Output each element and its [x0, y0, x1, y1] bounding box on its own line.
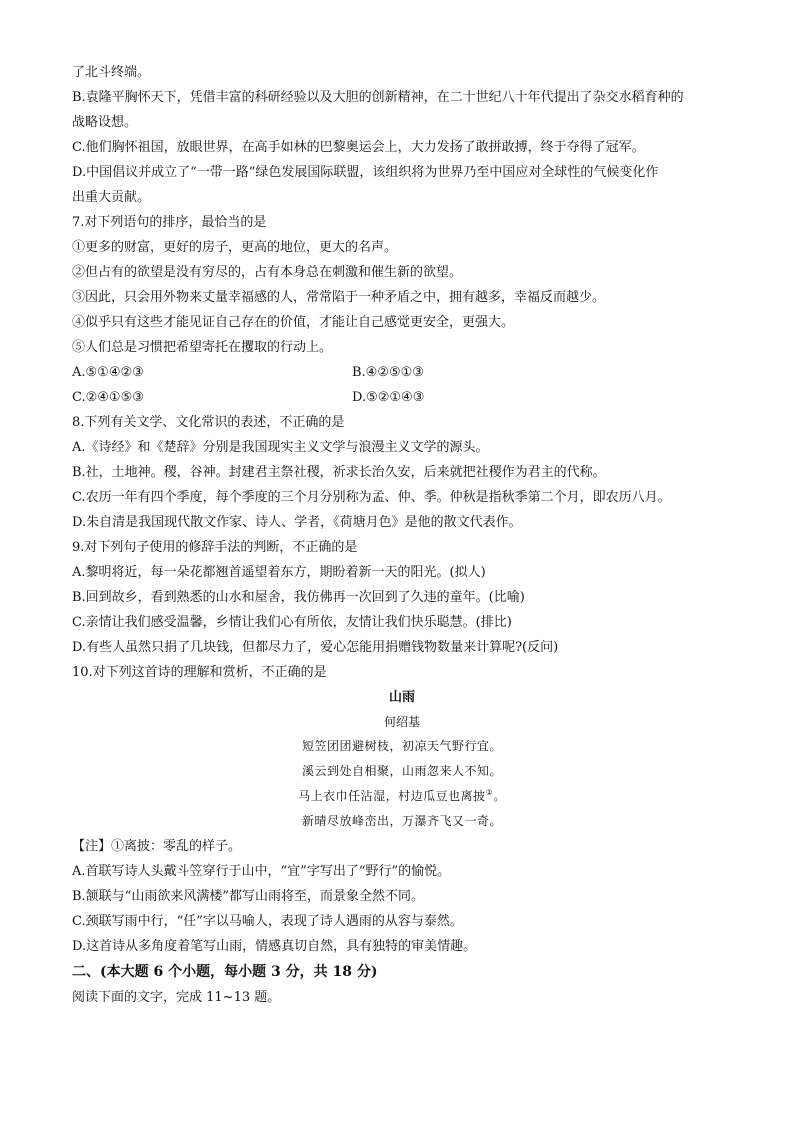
q6-option-b-line1: B.袁隆平胸怀天下，凭借丰富的科研经验以及大胆的创新精神，在二十世纪八十年代提出了杂交水稻育种的: [72, 90, 684, 105]
section-heading: 二、(本大题 6 个小题，每小题 3 分，共 18 分): [72, 964, 378, 980]
poem-title: 山雨: [388, 690, 415, 705]
q7-options-row-1: [72, 360, 732, 385]
q10-option-b: B.颔联与“山雨欲来风满楼”都写山雨将至，而景象全然不同。: [72, 889, 424, 904]
footnote-marker: ①: [485, 788, 494, 797]
poem-line-2: 溪云到处自相聚，山雨忽来人不知。: [301, 764, 502, 778]
q8-option-a: A.《诗经》和《楚辞》分别是我国现实主义文学与浪漫主义文学的源头。: [72, 440, 489, 455]
poem-line-1: 短笠团团避树枝，初凉天气野行宜。: [301, 739, 502, 753]
q6-option-c: C.他们胸怀祖国，放眼世界，在高手如林的巴黎奥运会上，大力发扬了敢拼敢搏，终于夺得了冠军。: [72, 140, 645, 155]
q10-option-a: A.首联写诗人头戴斗笠穿行于山中，“宜”字写出了“野行”的愉悦。: [72, 864, 451, 879]
q7-option-a: A.⑤①④②③: [72, 365, 144, 380]
q9-option-d: D.有些人虽然只捐了几块钱，但都尽力了，爱心怎能用捐赠钱物数量来计算呢?(反问): [72, 640, 559, 655]
q7-sentence-5: ⑤人们总是习惯把希望寄托在攫取的行动上。: [72, 340, 333, 355]
q9-option-b: B.回到故乡，看到熟悉的山水和屋舍，我仿佛再一次回到了久违的童年。(比喻): [72, 590, 525, 605]
q9-option-c: C.亲情让我们感受温馨，乡情让我们心有所依，友情让我们快乐聪慧。(排比): [72, 615, 512, 630]
q7-sentence-4: ④似乎只有这些才能见证自己存在的价值，才能让自己感觉更安全，更强大。: [72, 315, 515, 330]
q10-option-c: C.颈联写雨中行，“任”字以马喻人，表现了诗人遇雨的从容与泰然。: [72, 914, 463, 929]
q7-sentence-3: ③因此，只会用外物来丈量幸福感的人，常常陷于一种矛盾之中，拥有越多，幸福反而越少。: [72, 290, 606, 305]
q7-options-row-2: [72, 385, 732, 410]
q6-option-b-line2: 战略设想。: [72, 115, 138, 130]
q8-option-d: D.朱自清是我国现代散文作家、诗人、学者，《荷塘月色》是他的散文代表作。: [72, 515, 522, 530]
q10-stem: 10.对下列这首诗的理解和赏析，不正确的是: [72, 665, 327, 680]
q6-option-d-line1: D.中国倡议并成立了“一带一路”绿色发展国际联盟，该组织将为世界乃至中国应对全球性的气候变化作: [72, 165, 659, 180]
q10-option-d: D.这首诗从多角度着笔写山雨，情感真切自然，具有独特的审美情趣。: [72, 939, 477, 954]
q7-sentence-2: ②但占有的欲望是没有穷尽的，占有本身总在刺激和催生新的欲望。: [72, 265, 463, 280]
q7-option-c: C.②④①⑤③: [72, 390, 144, 405]
q7-option-b: B.④②⑤①③: [352, 365, 424, 380]
q7-sentence-1: ①更多的财富，更好的房子，更高的地位，更大的名声。: [72, 240, 398, 255]
poem-line-3-text: 马上衣巾任沾湿，村边瓜豆也离披: [298, 789, 486, 803]
reading-intro: 阅读下面的文字，完成 11~13 题。: [72, 990, 281, 1005]
q8-option-b: B.社，土地神。稷，谷神。封建君主祭社稷，祈求长治久安，后来就把社稷作为君主的代称。: [72, 465, 606, 480]
poem-author: 何绍基: [383, 715, 420, 729]
q8-stem: 8.下列有关文学、文化常识的表述，不正确的是: [72, 415, 345, 430]
poem-line-4: 新晴尽放峰峦出，万瀑齐飞又一奇。: [301, 814, 502, 828]
poem-note: 【注】①离披：零乱的样子。: [72, 839, 242, 854]
exam-page: [72, 60, 732, 1010]
q6-tail-line: 了北斗终端。: [72, 65, 151, 80]
q9-option-a: A.黎明将近，每一朵花都翘首遥望着东方，期盼着新一天的阳光。(拟人): [72, 565, 486, 580]
q6-option-d-line2: 出重大贡献。: [72, 190, 151, 205]
q7-option-d: D.⑤②①④③: [352, 390, 425, 405]
poem-line-3: [72, 784, 732, 809]
q8-option-c: C.农历一年有四个季度，每个季度的三个月分别称为孟、仲、季。仲秋是指秋季第二个月，即农历八月。: [72, 490, 671, 505]
q9-stem: 9.对下列句子使用的修辞手法的判断，不正确的是: [72, 540, 358, 555]
q7-stem: 7.对下列语句的排序，最恰当的是: [72, 215, 267, 230]
poem-line-3-end: 。: [493, 789, 506, 803]
